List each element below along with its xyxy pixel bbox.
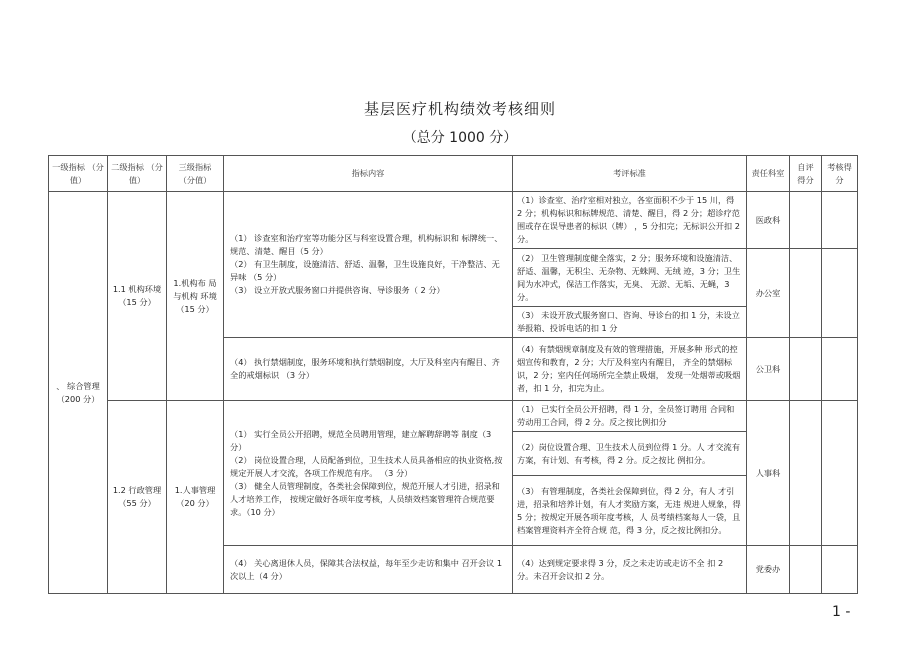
criteria-cell: （4）达到规定要求得 3 分，反之未走访或走访不全 扣 2 分。未召开会议扣 2 分。: [513, 546, 747, 594]
self-score-cell[interactable]: [790, 546, 822, 594]
level2-indicator: 1.2 行政管理 （55 分）: [108, 401, 167, 594]
content-item: （1） 实行全员公开招聘，规范全员聘用管理，建立解聘辞聘等 制度（3 分）: [230, 428, 492, 452]
table-row: [49, 401, 858, 432]
content-item: （1） 诊查室和治疗室等功能分区与科室设置合理，机构标识和 标牌统一、规范、清楚、醒目（5 分）: [230, 233, 503, 256]
header-level2: 二级指标 （分值）: [108, 156, 167, 192]
self-score-cell[interactable]: [790, 401, 822, 546]
criteria-cell: （2） 卫生管理制度健全落实，2 分；服务环境和设施清洁、舒适、温馨，无积尘、无杂物、无蛛网、无绒 迹，3 分；卫生间为水冲式，保洁工作落实，无臭、 无淤、无垢、无蝇，3 分。: [513, 249, 747, 307]
document-subtitle: （总分 1000 分）: [402, 130, 518, 146]
exam-score-cell[interactable]: [822, 249, 858, 338]
responsible-dept: 人事科: [747, 401, 790, 546]
self-score-cell[interactable]: [790, 192, 822, 249]
content-item: （3） 设立开放式服务窗口并提供咨询、导诊服务（ 2 分）: [230, 285, 445, 295]
level3-indicator: 1.机构布 局与机构 环境 （15 分）: [167, 192, 224, 401]
header-level1: 一级指标 （分值）: [49, 156, 108, 192]
header-row: [49, 156, 858, 192]
content-cell: [224, 192, 513, 338]
criteria-cell: （2）岗位设置合理、卫生技术人员到位得 1 分。人 才交流有方案，有计划、有考核，得 2 分。反之按比 例扣分。: [513, 432, 747, 476]
level3-indicator: 1.人事管理 （20 分）: [167, 401, 224, 594]
content-item: （3） 健全人员管理制度，各类社会保障到位，规范开展人才引进，招录和人才培养工作， 按规定做好各项年度考核，人员绩效档案管理符合规范要求。（10 分）: [230, 480, 500, 517]
responsible-dept: 医政科: [747, 192, 790, 249]
content-item: （2） 有卫生制度，设施清洁、舒适、温馨，卫生设施良好，干净整洁、无异味 （5 分）: [230, 259, 500, 282]
content-cell: （4） 关心离退休人员，保障其合法权益，每年至少走访和集中 召开会议 1 次以上（4 分）: [224, 546, 513, 594]
exam-score-cell[interactable]: [822, 338, 858, 401]
content-cell: （4） 执行禁烟制度，服务环境和执行禁烟制度，大厅及科室内有醒目、齐全的戒烟标识 （3 分）: [224, 338, 513, 401]
exam-score-cell[interactable]: [822, 192, 858, 249]
exam-score-cell[interactable]: [822, 546, 858, 594]
content-item: （2） 岗位设置合理，人员配备到位，卫生技术人员具备相应的执业资格,按规定开展人才交流，各项工作规范有序。 （3 分）: [230, 454, 503, 478]
criteria-cell: （1） 已实行全员公开招聘，得 1 分，全员签订聘用 合同和劳动用工合同，得 2 分。反之按比例扣分: [513, 401, 747, 432]
header-exam-score: 考核得分: [822, 156, 858, 192]
content-cell: [224, 401, 513, 546]
self-score-cell[interactable]: [790, 249, 822, 338]
criteria-cell: （3） 有管理制度，各类社会保障到位，得 2 分，有人 才引进，招录和培养计划，有人才奖励方案，无违 规进人规象，得 5 分；按规定开展各项年度考核，人 员考绩档案每人一袋，且档案管理资料齐全符合规 范，得 3 分，反之按比例扣分。: [513, 476, 747, 546]
page-number: 1 -: [832, 604, 851, 620]
document-title: 基层医疗机构绩效考核细则: [363, 100, 556, 118]
responsible-dept: 办公室: [747, 249, 790, 338]
exam-score-cell[interactable]: [822, 401, 858, 546]
responsible-dept: 党委办: [747, 546, 790, 594]
self-score-cell[interactable]: [790, 338, 822, 401]
responsible-dept: 公卫科: [747, 338, 790, 401]
level2-indicator: 1.1 机构环境 （15 分）: [108, 192, 167, 401]
criteria-cell: （3） 未设开放式服务窗口、咨询、导诊台的扣 1 分，未设立举报箱、投诉电话的扣 1 分: [513, 307, 747, 338]
header-criteria: 考评标准: [513, 156, 747, 192]
assessment-table: [48, 155, 858, 594]
header-responsible: 责任科室: [747, 156, 790, 192]
criteria-cell: （1）诊查室、治疗室相对独立，各室面积不少于 15 川，得 2 分；机构标识和标牌规范、清楚、醒目，得 2 分；超诊疗范围或存在误导患者的标识（牌） ，5 分扣完；无标识公开扣 2 分。: [513, 192, 747, 249]
table-row: [49, 192, 858, 249]
header-content: 指标内容: [224, 156, 513, 192]
level1-indicator: 、 综合管理 （200 分）: [49, 192, 108, 594]
criteria-cell: （4）有禁烟规章制度及有效的管理措施，开展多种 形式的控烟宣传和教育，2 分；大厅及科室内有醒目， 齐全的禁烟标识，2 分；室内任何场所完全禁止吸烟， 发现一处烟蒂或吸烟者，扣 1 分，扣完为止。: [513, 338, 747, 401]
header-level3: 三级指标 （分值）: [167, 156, 224, 192]
header-self-score: 自评 得分: [790, 156, 822, 192]
